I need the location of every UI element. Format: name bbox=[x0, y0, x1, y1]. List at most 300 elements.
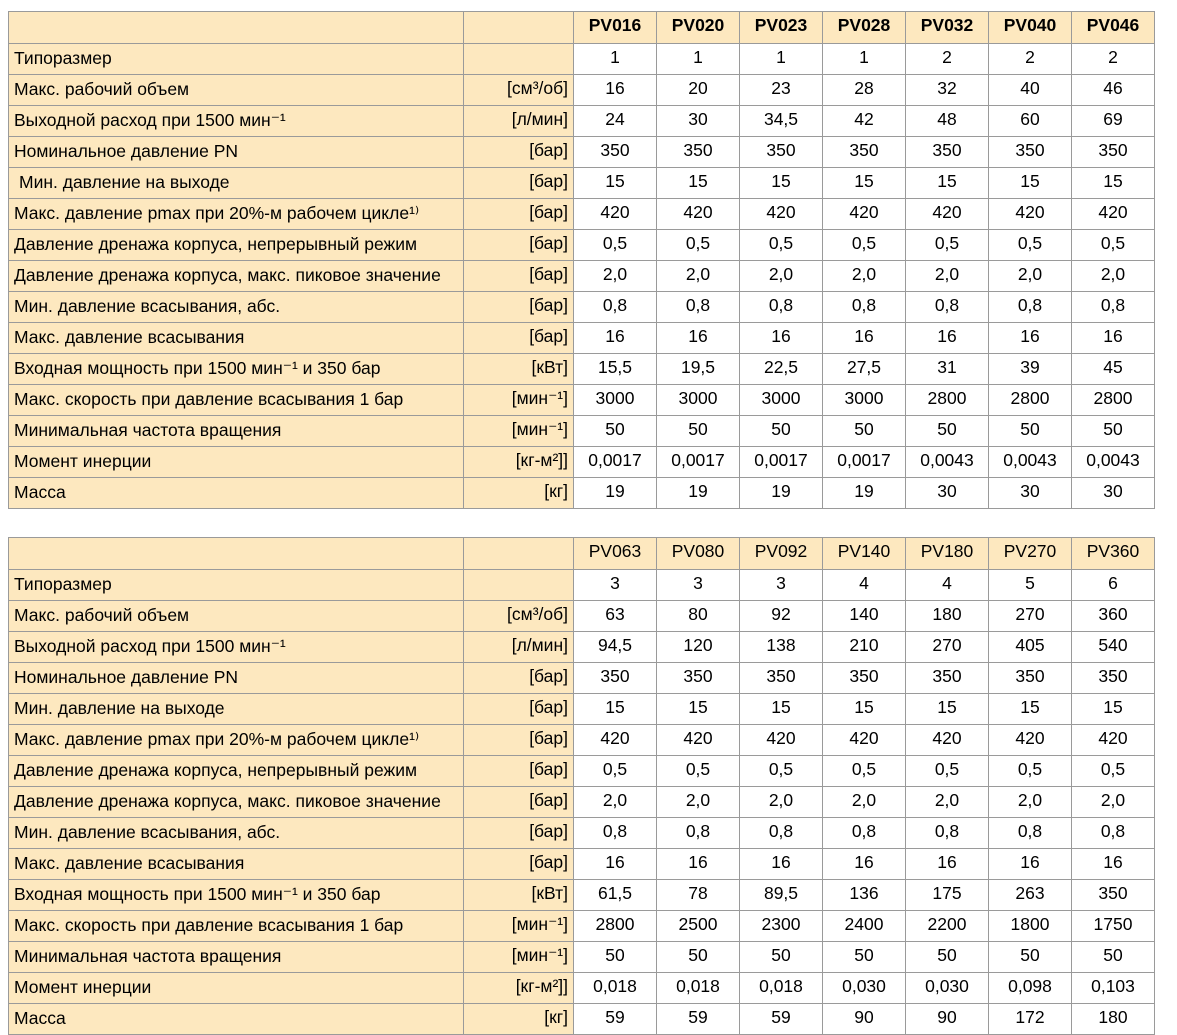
value-cell: 50 bbox=[906, 942, 989, 973]
parameter-label: Номинальное давление PN bbox=[9, 663, 464, 694]
value-cell: 50 bbox=[989, 416, 1072, 447]
value-cell: 350 bbox=[989, 137, 1072, 168]
value-cell: 270 bbox=[989, 601, 1072, 632]
value-cell: 16 bbox=[574, 849, 657, 880]
model-header: PV023 bbox=[740, 12, 823, 44]
value-cell: 350 bbox=[574, 137, 657, 168]
value-cell: 30 bbox=[906, 478, 989, 509]
value-cell: 0,0017 bbox=[740, 447, 823, 478]
value-cell: 92 bbox=[740, 601, 823, 632]
table-row bbox=[9, 694, 1155, 725]
table-row bbox=[9, 818, 1155, 849]
value-cell: 0,0043 bbox=[989, 447, 1072, 478]
value-cell: 1 bbox=[823, 44, 906, 75]
value-cell: 40 bbox=[989, 75, 1072, 106]
unit-label: [бар] bbox=[464, 756, 574, 787]
unit-label bbox=[464, 570, 574, 601]
value-cell: 48 bbox=[906, 106, 989, 137]
value-cell: 90 bbox=[823, 1004, 906, 1035]
parameter-label: Масса bbox=[9, 478, 464, 509]
value-cell: 16 bbox=[740, 323, 823, 354]
value-cell: 3 bbox=[574, 570, 657, 601]
value-cell: 15 bbox=[989, 694, 1072, 725]
value-cell: 0,8 bbox=[906, 292, 989, 323]
value-cell: 19 bbox=[823, 478, 906, 509]
table-row bbox=[9, 230, 1155, 261]
value-cell: 420 bbox=[740, 199, 823, 230]
value-cell: 16 bbox=[574, 323, 657, 354]
header-unit-cell bbox=[464, 12, 574, 44]
value-cell: 350 bbox=[906, 663, 989, 694]
unit-label: [бар] bbox=[464, 849, 574, 880]
value-cell: 59 bbox=[657, 1004, 740, 1035]
value-cell: 0,8 bbox=[740, 818, 823, 849]
value-cell: 0,5 bbox=[906, 756, 989, 787]
value-cell: 420 bbox=[989, 725, 1072, 756]
value-cell: 45 bbox=[1072, 354, 1155, 385]
value-cell: 3 bbox=[657, 570, 740, 601]
value-cell: 350 bbox=[657, 663, 740, 694]
value-cell: 50 bbox=[823, 416, 906, 447]
spec-table-1 bbox=[8, 11, 1155, 509]
model-header: PV028 bbox=[823, 12, 906, 44]
value-cell: 16 bbox=[1072, 849, 1155, 880]
value-cell: 420 bbox=[989, 199, 1072, 230]
value-cell: 2800 bbox=[1072, 385, 1155, 416]
value-cell: 0,0017 bbox=[574, 447, 657, 478]
value-cell: 0,018 bbox=[740, 973, 823, 1004]
value-cell: 2,0 bbox=[989, 787, 1072, 818]
unit-label: [бар] bbox=[464, 261, 574, 292]
value-cell: 2800 bbox=[989, 385, 1072, 416]
parameter-label: Масса bbox=[9, 1004, 464, 1035]
parameter-label: Макс. давление всасывания bbox=[9, 849, 464, 880]
parameter-label: Момент инерции bbox=[9, 973, 464, 1004]
value-cell: 2,0 bbox=[823, 261, 906, 292]
value-cell: 0,8 bbox=[740, 292, 823, 323]
value-cell: 0,8 bbox=[574, 292, 657, 323]
table-row bbox=[9, 447, 1155, 478]
value-cell: 2,0 bbox=[906, 261, 989, 292]
value-cell: 16 bbox=[823, 849, 906, 880]
value-cell: 540 bbox=[1072, 632, 1155, 663]
value-cell: 6 bbox=[1072, 570, 1155, 601]
unit-label: [бар] bbox=[464, 199, 574, 230]
unit-label: [бар] bbox=[464, 230, 574, 261]
spec-table-1-body bbox=[9, 12, 1155, 509]
value-cell: 0,5 bbox=[574, 756, 657, 787]
value-cell: 3000 bbox=[740, 385, 823, 416]
table-row bbox=[9, 942, 1155, 973]
value-cell: 0,098 bbox=[989, 973, 1072, 1004]
parameter-label: Давление дренажа корпуса, непрерывный режим bbox=[9, 230, 464, 261]
value-cell: 2400 bbox=[823, 911, 906, 942]
value-cell: 420 bbox=[1072, 199, 1155, 230]
table-row bbox=[9, 756, 1155, 787]
value-cell: 42 bbox=[823, 106, 906, 137]
spec-table-2-body bbox=[9, 538, 1155, 1035]
value-cell: 0,5 bbox=[1072, 230, 1155, 261]
model-header: PV270 bbox=[989, 538, 1072, 570]
unit-label: [кг-м²]] bbox=[464, 447, 574, 478]
value-cell: 2800 bbox=[906, 385, 989, 416]
parameter-label: Мин. давление на выходе bbox=[9, 694, 464, 725]
value-cell: 270 bbox=[906, 632, 989, 663]
value-cell: 2,0 bbox=[657, 787, 740, 818]
value-cell: 0,103 bbox=[1072, 973, 1155, 1004]
value-cell: 15 bbox=[906, 168, 989, 199]
value-cell: 61,5 bbox=[574, 880, 657, 911]
table-row bbox=[9, 416, 1155, 447]
value-cell: 350 bbox=[574, 663, 657, 694]
parameter-label: Типоразмер bbox=[9, 44, 464, 75]
parameter-label: Мин. давление на выходе bbox=[9, 168, 464, 199]
value-cell: 2,0 bbox=[740, 261, 823, 292]
table-row bbox=[9, 323, 1155, 354]
value-cell: 15 bbox=[740, 168, 823, 199]
table-row bbox=[9, 725, 1155, 756]
table-row bbox=[9, 787, 1155, 818]
unit-label: [мин⁻¹] bbox=[464, 416, 574, 447]
value-cell: 350 bbox=[989, 663, 1072, 694]
parameter-label: Типоразмер bbox=[9, 570, 464, 601]
value-cell: 0,030 bbox=[823, 973, 906, 1004]
parameter-label: Входная мощность при 1500 мин⁻¹ и 350 бар bbox=[9, 880, 464, 911]
value-cell: 3000 bbox=[657, 385, 740, 416]
table-row bbox=[9, 632, 1155, 663]
model-header: PV016 bbox=[574, 12, 657, 44]
unit-label: [мин⁻¹] bbox=[464, 385, 574, 416]
unit-label: [бар] bbox=[464, 694, 574, 725]
value-cell: 15 bbox=[906, 694, 989, 725]
header-row bbox=[9, 538, 1155, 570]
value-cell: 30 bbox=[989, 478, 1072, 509]
parameter-label: Номинальное давление PN bbox=[9, 137, 464, 168]
value-cell: 420 bbox=[906, 199, 989, 230]
value-cell: 420 bbox=[657, 199, 740, 230]
value-cell: 263 bbox=[989, 880, 1072, 911]
table-row bbox=[9, 385, 1155, 416]
value-cell: 210 bbox=[823, 632, 906, 663]
value-cell: 0,5 bbox=[740, 756, 823, 787]
value-cell: 19 bbox=[740, 478, 823, 509]
table-row bbox=[9, 199, 1155, 230]
value-cell: 78 bbox=[657, 880, 740, 911]
value-cell: 420 bbox=[574, 199, 657, 230]
value-cell: 50 bbox=[657, 942, 740, 973]
table-row bbox=[9, 75, 1155, 106]
value-cell: 0,0043 bbox=[1072, 447, 1155, 478]
value-cell: 2300 bbox=[740, 911, 823, 942]
unit-label bbox=[464, 44, 574, 75]
value-cell: 59 bbox=[574, 1004, 657, 1035]
value-cell: 0,8 bbox=[823, 818, 906, 849]
model-header: PV063 bbox=[574, 538, 657, 570]
value-cell: 15 bbox=[574, 694, 657, 725]
parameter-label: Макс. скорость при давление всасывания 1 бар bbox=[9, 911, 464, 942]
value-cell: 1 bbox=[574, 44, 657, 75]
value-cell: 5 bbox=[989, 570, 1072, 601]
value-cell: 350 bbox=[823, 137, 906, 168]
value-cell: 2,0 bbox=[823, 787, 906, 818]
value-cell: 15 bbox=[1072, 694, 1155, 725]
value-cell: 16 bbox=[1072, 323, 1155, 354]
value-cell: 32 bbox=[906, 75, 989, 106]
parameter-label: Макс. рабочий объем bbox=[9, 75, 464, 106]
value-cell: 0,5 bbox=[1072, 756, 1155, 787]
parameter-label: Макс. давление pmax при 20%-м рабочем цикле¹⁾ bbox=[9, 199, 464, 230]
value-cell: 350 bbox=[823, 663, 906, 694]
value-cell: 0,8 bbox=[989, 818, 1072, 849]
unit-label: [кВт] bbox=[464, 880, 574, 911]
value-cell: 350 bbox=[906, 137, 989, 168]
unit-label: [бар] bbox=[464, 818, 574, 849]
parameter-label: Макс. рабочий объем bbox=[9, 601, 464, 632]
table-row bbox=[9, 911, 1155, 942]
value-cell: 2 bbox=[906, 44, 989, 75]
parameter-label: Входная мощность при 1500 мин⁻¹ и 350 бар bbox=[9, 354, 464, 385]
value-cell: 180 bbox=[906, 601, 989, 632]
table-row bbox=[9, 354, 1155, 385]
value-cell: 50 bbox=[906, 416, 989, 447]
value-cell: 350 bbox=[1072, 663, 1155, 694]
value-cell: 16 bbox=[989, 849, 1072, 880]
value-cell: 0,5 bbox=[989, 756, 1072, 787]
value-cell: 0,018 bbox=[574, 973, 657, 1004]
parameter-label: Макс. давление pmax при 20%-м рабочем цикле¹⁾ bbox=[9, 725, 464, 756]
value-cell: 50 bbox=[1072, 416, 1155, 447]
value-cell: 4 bbox=[906, 570, 989, 601]
value-cell: 0,5 bbox=[574, 230, 657, 261]
value-cell: 15 bbox=[657, 694, 740, 725]
value-cell: 420 bbox=[823, 725, 906, 756]
value-cell: 19 bbox=[574, 478, 657, 509]
value-cell: 50 bbox=[1072, 942, 1155, 973]
unit-label: [бар] bbox=[464, 323, 574, 354]
value-cell: 2 bbox=[989, 44, 1072, 75]
value-cell: 16 bbox=[657, 323, 740, 354]
value-cell: 1750 bbox=[1072, 911, 1155, 942]
header-param-cell bbox=[9, 12, 464, 44]
parameter-label: Давление дренажа корпуса, макс. пиковое значение bbox=[9, 261, 464, 292]
table-row bbox=[9, 137, 1155, 168]
value-cell: 50 bbox=[740, 416, 823, 447]
value-cell: 2,0 bbox=[740, 787, 823, 818]
unit-label: [см³/об] bbox=[464, 75, 574, 106]
value-cell: 16 bbox=[906, 849, 989, 880]
model-header: PV180 bbox=[906, 538, 989, 570]
value-cell: 0,8 bbox=[906, 818, 989, 849]
value-cell: 0,5 bbox=[906, 230, 989, 261]
unit-label: [л/мин] bbox=[464, 632, 574, 663]
value-cell: 136 bbox=[823, 880, 906, 911]
value-cell: 15 bbox=[657, 168, 740, 199]
value-cell: 80 bbox=[657, 601, 740, 632]
value-cell: 46 bbox=[1072, 75, 1155, 106]
value-cell: 2,0 bbox=[574, 261, 657, 292]
value-cell: 50 bbox=[574, 416, 657, 447]
model-header: PV092 bbox=[740, 538, 823, 570]
parameter-label: Давление дренажа корпуса, непрерывный режим bbox=[9, 756, 464, 787]
value-cell: 1 bbox=[657, 44, 740, 75]
value-cell: 172 bbox=[989, 1004, 1072, 1035]
value-cell: 16 bbox=[657, 849, 740, 880]
value-cell: 140 bbox=[823, 601, 906, 632]
unit-label: [кг-м²]] bbox=[464, 973, 574, 1004]
value-cell: 15 bbox=[989, 168, 1072, 199]
value-cell: 59 bbox=[740, 1004, 823, 1035]
value-cell: 0,5 bbox=[823, 756, 906, 787]
value-cell: 23 bbox=[740, 75, 823, 106]
value-cell: 0,5 bbox=[989, 230, 1072, 261]
table-row bbox=[9, 973, 1155, 1004]
value-cell: 1800 bbox=[989, 911, 1072, 942]
value-cell: 0,0043 bbox=[906, 447, 989, 478]
parameter-label: Минимальная частота вращения bbox=[9, 942, 464, 973]
value-cell: 420 bbox=[1072, 725, 1155, 756]
table-row bbox=[9, 1004, 1155, 1035]
value-cell: 19,5 bbox=[657, 354, 740, 385]
parameter-label: Момент инерции bbox=[9, 447, 464, 478]
value-cell: 2,0 bbox=[657, 261, 740, 292]
value-cell: 69 bbox=[1072, 106, 1155, 137]
unit-label: [мин⁻¹] bbox=[464, 911, 574, 942]
value-cell: 0,0017 bbox=[823, 447, 906, 478]
parameter-label: Выходной расход при 1500 мин⁻¹ bbox=[9, 632, 464, 663]
value-cell: 180 bbox=[1072, 1004, 1155, 1035]
value-cell: 360 bbox=[1072, 601, 1155, 632]
table-row bbox=[9, 168, 1155, 199]
value-cell: 0,8 bbox=[574, 818, 657, 849]
value-cell: 16 bbox=[574, 75, 657, 106]
value-cell: 16 bbox=[823, 323, 906, 354]
value-cell: 94,5 bbox=[574, 632, 657, 663]
value-cell: 50 bbox=[657, 416, 740, 447]
value-cell: 0,8 bbox=[823, 292, 906, 323]
unit-label: [бар] bbox=[464, 137, 574, 168]
unit-label: [л/мин] bbox=[464, 106, 574, 137]
value-cell: 420 bbox=[740, 725, 823, 756]
value-cell: 0,8 bbox=[1072, 292, 1155, 323]
model-header: PV140 bbox=[823, 538, 906, 570]
value-cell: 2,0 bbox=[989, 261, 1072, 292]
value-cell: 15,5 bbox=[574, 354, 657, 385]
value-cell: 2,0 bbox=[906, 787, 989, 818]
value-cell: 16 bbox=[906, 323, 989, 354]
value-cell: 120 bbox=[657, 632, 740, 663]
unit-label: [кг] bbox=[464, 478, 574, 509]
value-cell: 0,8 bbox=[989, 292, 1072, 323]
value-cell: 2800 bbox=[574, 911, 657, 942]
value-cell: 175 bbox=[906, 880, 989, 911]
value-cell: 90 bbox=[906, 1004, 989, 1035]
value-cell: 27,5 bbox=[823, 354, 906, 385]
value-cell: 20 bbox=[657, 75, 740, 106]
value-cell: 4 bbox=[823, 570, 906, 601]
value-cell: 19 bbox=[657, 478, 740, 509]
value-cell: 2 bbox=[1072, 44, 1155, 75]
parameter-label: Мин. давление всасывания, абс. bbox=[9, 818, 464, 849]
unit-label: [бар] bbox=[464, 168, 574, 199]
table-row bbox=[9, 601, 1155, 632]
value-cell: 350 bbox=[740, 663, 823, 694]
value-cell: 350 bbox=[740, 137, 823, 168]
value-cell: 50 bbox=[989, 942, 1072, 973]
parameter-label: Макс. скорость при давление всасывания 1 бар bbox=[9, 385, 464, 416]
model-header: PV020 bbox=[657, 12, 740, 44]
unit-label: [бар] bbox=[464, 725, 574, 756]
model-header: PV046 bbox=[1072, 12, 1155, 44]
value-cell: 350 bbox=[1072, 137, 1155, 168]
table-row bbox=[9, 478, 1155, 509]
unit-label: [см³/об] bbox=[464, 601, 574, 632]
value-cell: 2,0 bbox=[1072, 787, 1155, 818]
value-cell: 420 bbox=[906, 725, 989, 756]
value-cell: 2200 bbox=[906, 911, 989, 942]
model-header: PV080 bbox=[657, 538, 740, 570]
value-cell: 1 bbox=[740, 44, 823, 75]
value-cell: 39 bbox=[989, 354, 1072, 385]
value-cell: 15 bbox=[740, 694, 823, 725]
unit-label: [бар] bbox=[464, 787, 574, 818]
header-unit-cell bbox=[464, 538, 574, 570]
value-cell: 15 bbox=[823, 694, 906, 725]
table-row bbox=[9, 261, 1155, 292]
parameter-label: Макс. давление всасывания bbox=[9, 323, 464, 354]
value-cell: 15 bbox=[823, 168, 906, 199]
value-cell: 16 bbox=[740, 849, 823, 880]
value-cell: 16 bbox=[989, 323, 1072, 354]
value-cell: 3 bbox=[740, 570, 823, 601]
unit-label: [кг] bbox=[464, 1004, 574, 1035]
table-row bbox=[9, 849, 1155, 880]
value-cell: 60 bbox=[989, 106, 1072, 137]
value-cell: 0,0017 bbox=[657, 447, 740, 478]
value-cell: 0,8 bbox=[657, 292, 740, 323]
model-header: PV360 bbox=[1072, 538, 1155, 570]
value-cell: 31 bbox=[906, 354, 989, 385]
value-cell: 15 bbox=[1072, 168, 1155, 199]
value-cell: 0,8 bbox=[657, 818, 740, 849]
table-row bbox=[9, 663, 1155, 694]
value-cell: 28 bbox=[823, 75, 906, 106]
table-row bbox=[9, 292, 1155, 323]
table-row bbox=[9, 880, 1155, 911]
value-cell: 50 bbox=[574, 942, 657, 973]
unit-label: [бар] bbox=[464, 663, 574, 694]
header-row bbox=[9, 12, 1155, 44]
table-row bbox=[9, 44, 1155, 75]
value-cell: 50 bbox=[823, 942, 906, 973]
table-row bbox=[9, 570, 1155, 601]
header-param-cell bbox=[9, 538, 464, 570]
value-cell: 138 bbox=[740, 632, 823, 663]
model-header: PV040 bbox=[989, 12, 1072, 44]
unit-label: [бар] bbox=[464, 292, 574, 323]
parameter-label: Давление дренажа корпуса, макс. пиковое значение bbox=[9, 787, 464, 818]
value-cell: 0,030 bbox=[906, 973, 989, 1004]
value-cell: 420 bbox=[657, 725, 740, 756]
value-cell: 0,8 bbox=[1072, 818, 1155, 849]
value-cell: 0,018 bbox=[657, 973, 740, 1004]
value-cell: 405 bbox=[989, 632, 1072, 663]
parameter-label: Мин. давление всасывания, абс. bbox=[9, 292, 464, 323]
value-cell: 15 bbox=[574, 168, 657, 199]
value-cell: 0,5 bbox=[657, 756, 740, 787]
value-cell: 2,0 bbox=[574, 787, 657, 818]
value-cell: 3000 bbox=[823, 385, 906, 416]
unit-label: [кВт] bbox=[464, 354, 574, 385]
